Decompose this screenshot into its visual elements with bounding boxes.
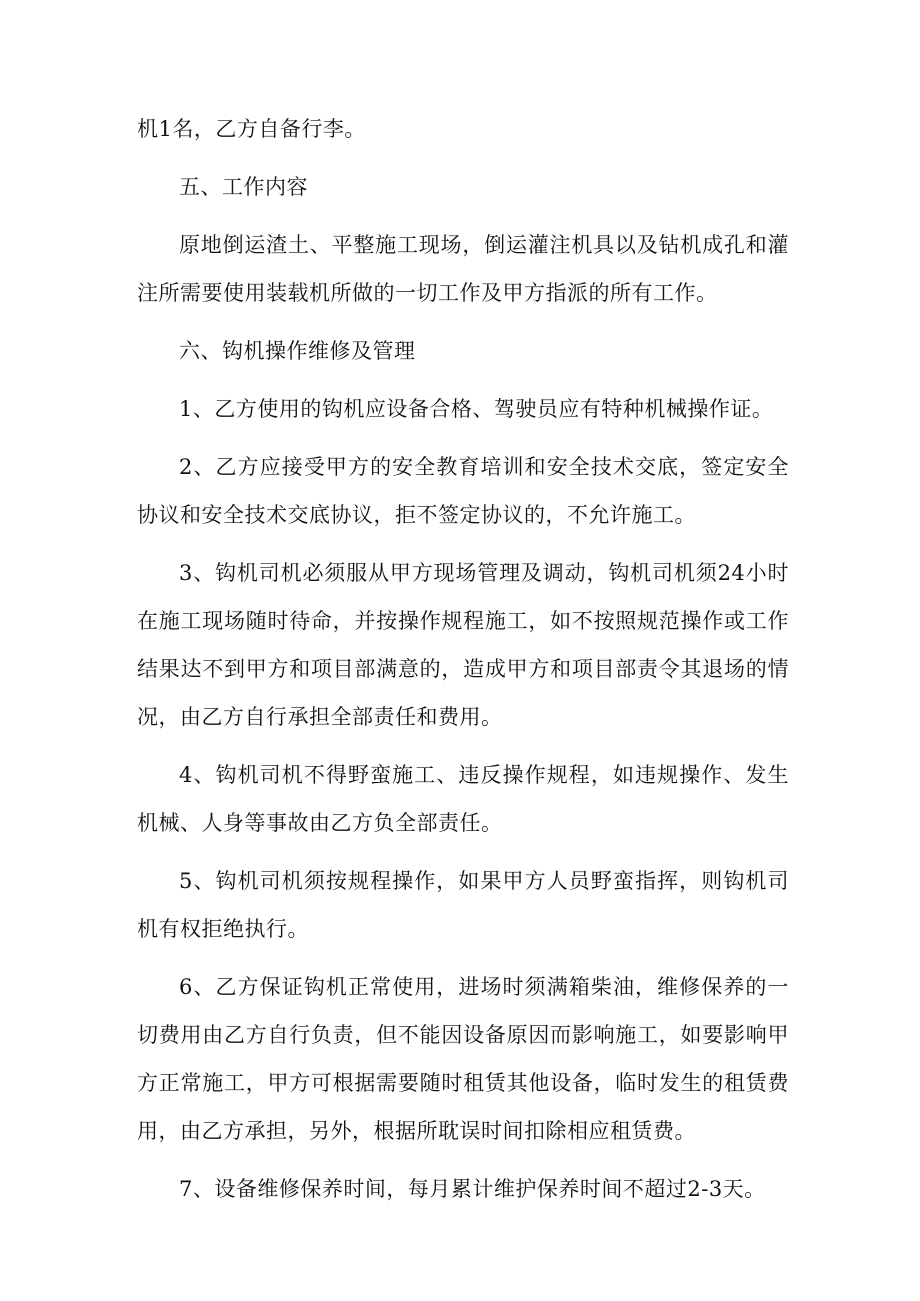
- clause-4: 4、钩机司机不得野蛮施工、违反操作规程，如违规操作、发生机械、人身等事故由乙方负全部责任。: [137, 763, 789, 835]
- clause-3: 3、钩机司机必须服从甲方现场管理及调动，钩机司机须24小时在施工现场随时待命，并按操作规程施工，如不按照规范操作或工作结果达不到甲方和项目部满意的，造成甲方和项目部责令其退场的情况，由乙方自行承担全部责任和费用。: [137, 561, 789, 729]
- paragraph-work-content: 原地倒运渣土、平整施工现场，倒运灌注机具以及钻机成孔和灌注所需要使用装载机所做的一切工作及甲方指派的所有工作。: [137, 233, 789, 305]
- section-heading-excavator-management: 六、钩机操作维修及管理: [179, 339, 416, 363]
- document-body: [137, 105, 789, 1213]
- clause-5: 5、钩机司机须按规程操作，如果甲方人员野蛮指挥，则钩机司机有权拒绝执行。: [137, 869, 789, 941]
- paragraph-continuation: 机1名，乙方自备行李。: [137, 117, 366, 141]
- clause-2: 2、乙方应接受甲方的安全教育培训和安全技术交底，签定安全协议和安全技术交底协议，拒不签定协议的，不允许施工。: [137, 455, 789, 527]
- clause-7: 7、设备维修保养时间，每月累计维护保养时间不超过2-3天。: [179, 1177, 766, 1201]
- clause-6: 6、乙方保证钩机正常使用，进场时须满箱柴油，维修保养的一切费用由乙方自行负责，但不能因设备原因而影响施工，如要影响甲方正常施工，甲方可根据需要随时租赁其他设备，临时发生的租赁费用，由乙方承担，另外，根据所耽误时间扣除相应租赁费。: [137, 975, 789, 1143]
- section-heading-work-content: 五、工作内容: [179, 175, 308, 199]
- clause-1: 1、乙方使用的钩机应设备合格、驾驶员应有特种机械操作证。: [179, 397, 774, 421]
